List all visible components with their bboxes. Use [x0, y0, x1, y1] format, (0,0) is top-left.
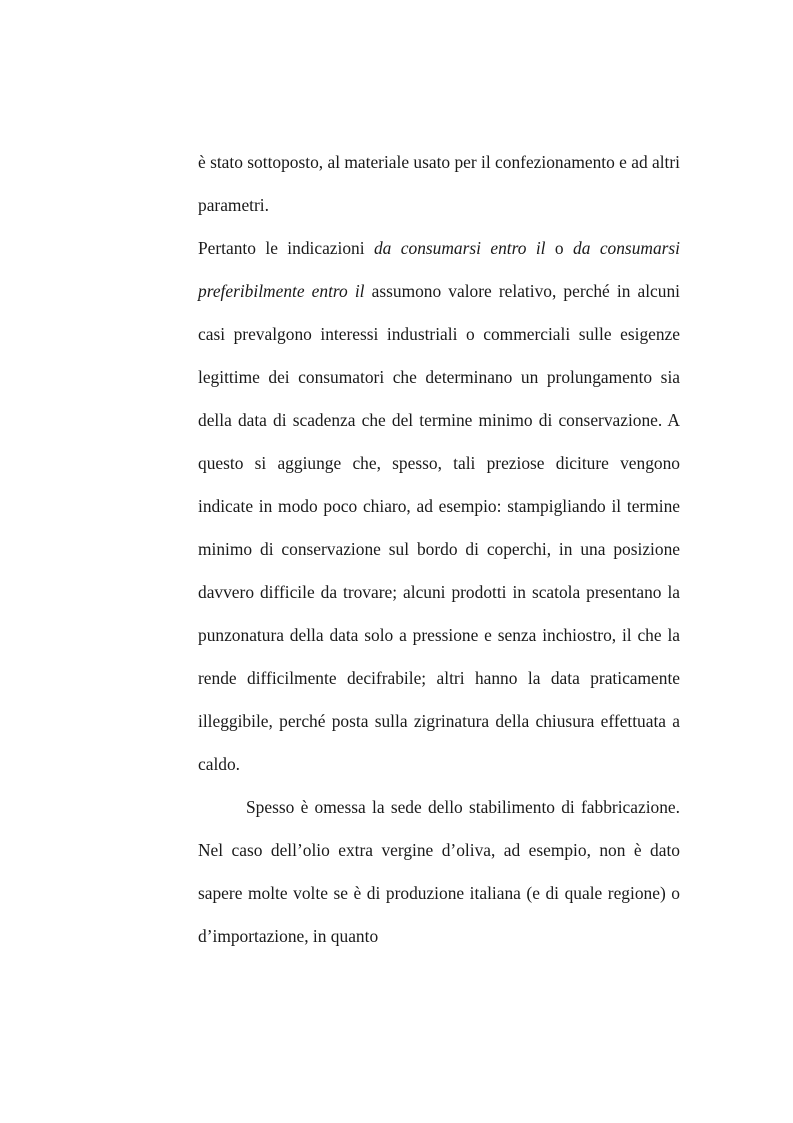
document-page	[198, 141, 680, 958]
paragraph-continuation	[198, 141, 680, 227]
paragraph-2-text-2: o	[545, 238, 574, 258]
paragraph-production-site	[198, 786, 680, 958]
paragraph-2-text-3: assumono valore relativo, perché in alcuni casi prevalgono interessi industriali o commerciali sulle esigenze legittime dei consumatori che determinano un prolungamento sia della data di scadenza che del termine minimo di conservazione. A questo si aggiunge che, spesso, tali preziose diciture vengono indicate in modo poco chiaro, ad esempio: stampigliando il termine minimo di conservazione sul bordo di coperchi, in una posizione davvero difficile da trovare; alcuni prodotti in scatola presentano la punzonatura della data solo a pressione e senza inchiostro, il che la rende difficilmente decifrabile; altri hanno la data praticamente illeggibile, perché posta sulla zigrinatura della chiusura effettuata a caldo.	[198, 281, 680, 774]
paragraph-1-text: è stato sottoposto, al materiale usato per il confezionamento e ad altri parametri.	[198, 152, 680, 215]
paragraph-3-text: Spesso è omessa la sede dello stabilimento di fabbricazione. Nel caso dell’olio extra vergine d’oliva, ad esempio, non è dato sapere molte volte se è di produzione italiana (e di quale regione) o d’importazione, in quanto	[198, 797, 680, 946]
italic-phrase-best-before: da consumarsi preferibilmente entro il	[198, 238, 681, 301]
paragraph-expiry-labels	[198, 227, 680, 786]
paragraph-2-text-1: Pertanto le indicazioni	[198, 238, 374, 258]
italic-phrase-consume-by: da consumarsi entro il	[373, 238, 546, 258]
